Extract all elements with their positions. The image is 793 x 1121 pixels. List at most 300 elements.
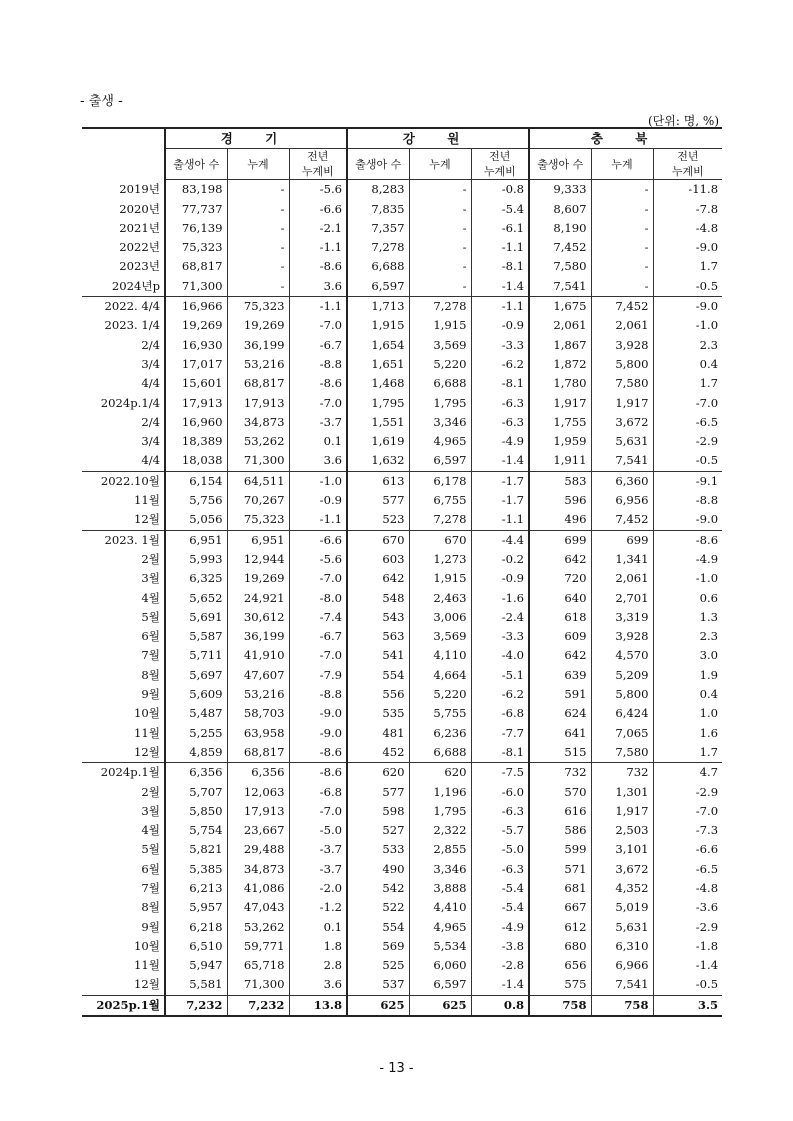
gyeonggi-births: 76,139 — [165, 219, 227, 238]
period-label: 3/4 — [141, 434, 160, 449]
table-body — [82, 180, 722, 1016]
gyeonggi-yoy: 2.8 — [289, 956, 347, 975]
births-table — [82, 127, 722, 1017]
gyeonggi-yoy: 0.1 — [289, 918, 347, 937]
gyeonggi-yoy: -8.6 — [289, 257, 347, 276]
chungbuk-births: 586 — [529, 821, 591, 840]
gangwon-cumulative: 6,688 — [409, 374, 471, 393]
gyeonggi-births: 6,325 — [165, 569, 227, 588]
chungbuk-cumulative: 3,101 — [591, 840, 653, 859]
gangwon-yoy: -2.4 — [471, 608, 529, 627]
chungbuk-cumulative: - — [591, 257, 653, 276]
period-label: 8월 — [141, 667, 160, 682]
gangwon-cumulative: 4,110 — [409, 646, 471, 665]
gangwon-cumulative: - — [409, 180, 471, 200]
chungbuk-yoy: -8.8 — [653, 491, 722, 510]
chungbuk-births: 680 — [529, 937, 591, 956]
chungbuk-yoy: -9.1 — [653, 471, 722, 491]
gyeonggi-births: 5,711 — [165, 646, 227, 665]
gangwon-births: 543 — [347, 608, 409, 627]
gangwon-births: 569 — [347, 937, 409, 956]
gyeonggi-yoy: 3.6 — [289, 451, 347, 471]
gyeonggi-births: 18,038 — [165, 451, 227, 471]
gyeonggi-births: 68,817 — [165, 257, 227, 276]
chungbuk-yoy: -6.5 — [653, 413, 722, 432]
period-label: 7월 — [141, 880, 160, 895]
period-label: 10월 — [134, 938, 160, 953]
chungbuk-yoy: -2.9 — [653, 783, 722, 802]
table-row — [82, 297, 722, 317]
chungbuk-yoy: -1.0 — [653, 316, 722, 335]
chungbuk-cumulative: 5,631 — [591, 918, 653, 937]
gangwon-cumulative: 1,273 — [409, 550, 471, 569]
chungbuk-births: 656 — [529, 956, 591, 975]
gangwon-yoy: -7.5 — [471, 763, 529, 783]
gyeonggi-cumulative: 41,086 — [227, 879, 289, 898]
gyeonggi-cumulative: 12,944 — [227, 550, 289, 569]
chungbuk-births: 575 — [529, 975, 591, 995]
gyeonggi-yoy: -1.2 — [289, 898, 347, 917]
gangwon-yoy: -6.3 — [471, 860, 529, 879]
period-label: 2020년 — [119, 201, 160, 216]
chungbuk-births: 9,333 — [529, 180, 591, 200]
chungbuk-yoy: -4.8 — [653, 879, 722, 898]
chungbuk-births: 596 — [529, 491, 591, 510]
gangwon-cumulative: 2,322 — [409, 821, 471, 840]
gyeonggi-yoy: -1.1 — [289, 238, 347, 257]
period-label: 3월 — [141, 803, 160, 818]
gangwon-yoy: -5.7 — [471, 821, 529, 840]
chungbuk-births: 570 — [529, 783, 591, 802]
gyeonggi-yoy: -0.9 — [289, 491, 347, 510]
gyeonggi-births: 6,510 — [165, 937, 227, 956]
gyeonggi-cumulative: 17,913 — [227, 802, 289, 821]
gangwon-cumulative: 6,236 — [409, 724, 471, 743]
chungbuk-yoy: -6.6 — [653, 840, 722, 859]
gangwon-yoy: -8.1 — [471, 257, 529, 276]
gangwon-cumulative: 4,664 — [409, 666, 471, 685]
gangwon-births: 490 — [347, 860, 409, 879]
gangwon-yoy: -8.1 — [471, 743, 529, 763]
gyeonggi-yoy: -5.0 — [289, 821, 347, 840]
gangwon-cumulative: 1,795 — [409, 802, 471, 821]
gangwon-yoy: -0.8 — [471, 180, 529, 200]
gyeonggi-births: 5,385 — [165, 860, 227, 879]
gyeonggi-yoy: 3.6 — [289, 277, 347, 297]
gangwon-yoy: -4.4 — [471, 530, 529, 550]
yoy-header-line1: 전년 — [307, 150, 329, 164]
table-row — [82, 646, 722, 665]
gangwon-births: 642 — [347, 569, 409, 588]
gyeonggi-yoy: 3.6 — [289, 975, 347, 995]
gyeonggi-cumulative: 36,199 — [227, 627, 289, 646]
table-row — [82, 995, 722, 1016]
chungbuk-yoy: 3.0 — [653, 646, 722, 665]
gyeonggi-cumulative: 41,910 — [227, 646, 289, 665]
gangwon-births: 541 — [347, 646, 409, 665]
region-gangwon: 강 원 — [347, 128, 529, 149]
period-label: 11월 — [134, 958, 160, 973]
chungbuk-births: 515 — [529, 743, 591, 763]
gyeonggi-cumulative: 71,300 — [227, 975, 289, 995]
gangwon-births: 1,468 — [347, 374, 409, 393]
chungbuk-births: 624 — [529, 704, 591, 723]
gyeonggi-cumulative: - — [227, 257, 289, 276]
chungbuk-cumulative: 6,424 — [591, 704, 653, 723]
gyeonggi-births: 19,269 — [165, 316, 227, 335]
gyeonggi-births: 77,737 — [165, 200, 227, 219]
chungbuk-yoy: 1.0 — [653, 704, 722, 723]
chungbuk-cumulative: 4,570 — [591, 646, 653, 665]
gangwon-cumulative: 4,965 — [409, 918, 471, 937]
chungbuk-cumulative: 1,341 — [591, 550, 653, 569]
gangwon-cumulative: 6,688 — [409, 743, 471, 763]
gangwon-cumulative: 3,569 — [409, 336, 471, 355]
gyeonggi-cumulative: 64,511 — [227, 471, 289, 491]
yoy-header — [653, 149, 722, 180]
chungbuk-births: 720 — [529, 569, 591, 588]
gangwon-births: 527 — [347, 821, 409, 840]
gangwon-cumulative: 3,346 — [409, 413, 471, 432]
period-label: 2022.10월 — [82, 471, 165, 491]
gyeonggi-births: 5,691 — [165, 608, 227, 627]
gyeonggi-births: 5,255 — [165, 724, 227, 743]
gangwon-yoy: -6.2 — [471, 685, 529, 704]
gangwon-yoy: -6.3 — [471, 394, 529, 413]
table-row — [82, 704, 722, 723]
gangwon-yoy: -8.1 — [471, 374, 529, 393]
period-label: 2021년 — [119, 220, 160, 235]
table-row — [82, 277, 722, 297]
gyeonggi-cumulative: 53,216 — [227, 355, 289, 374]
chungbuk-births: 591 — [529, 685, 591, 704]
gangwon-births: 603 — [347, 550, 409, 569]
chungbuk-yoy: 2.3 — [653, 627, 722, 646]
chungbuk-yoy: -1.0 — [653, 569, 722, 588]
gangwon-yoy: -0.9 — [471, 569, 529, 588]
gangwon-births: 556 — [347, 685, 409, 704]
region-header-row — [82, 128, 722, 149]
gangwon-yoy: -1.4 — [471, 277, 529, 297]
gangwon-yoy: 0.8 — [471, 995, 529, 1016]
period-label: 5월 — [141, 842, 160, 857]
region-chungbuk: 충 북 — [529, 128, 722, 149]
chungbuk-births: 758 — [529, 995, 591, 1016]
sub-header-row — [82, 149, 722, 180]
gangwon-births: 7,835 — [347, 200, 409, 219]
chungbuk-yoy: 3.5 — [653, 995, 722, 1016]
period-label: 12월 — [134, 744, 160, 759]
period-label: 8월 — [141, 900, 160, 915]
table-row — [82, 530, 722, 550]
table-row — [82, 802, 722, 821]
yoy-header-line2: 누계비 — [483, 165, 516, 179]
gyeonggi-cumulative: 12,063 — [227, 783, 289, 802]
period-label: 4월 — [141, 823, 160, 838]
chungbuk-cumulative: 7,580 — [591, 743, 653, 763]
chungbuk-yoy: -9.0 — [653, 297, 722, 317]
gyeonggi-yoy: -6.7 — [289, 627, 347, 646]
chungbuk-births: 571 — [529, 860, 591, 879]
chungbuk-cumulative: 5,631 — [591, 432, 653, 451]
gyeonggi-yoy: -8.6 — [289, 763, 347, 783]
table-row — [82, 724, 722, 743]
section-title: - 출생 - — [80, 94, 123, 109]
gangwon-yoy: -0.2 — [471, 550, 529, 569]
chungbuk-births: 681 — [529, 879, 591, 898]
gangwon-births: 554 — [347, 666, 409, 685]
gyeonggi-cumulative: 17,913 — [227, 394, 289, 413]
gangwon-yoy: -6.2 — [471, 355, 529, 374]
gyeonggi-yoy: -6.6 — [289, 200, 347, 219]
table-row — [82, 491, 722, 510]
cumulative-header: 누계 — [591, 149, 653, 180]
chungbuk-yoy: 4.7 — [653, 763, 722, 783]
gyeonggi-yoy: -7.0 — [289, 316, 347, 335]
gyeonggi-births: 6,218 — [165, 918, 227, 937]
chungbuk-births: 7,580 — [529, 257, 591, 276]
chungbuk-births: 641 — [529, 724, 591, 743]
chungbuk-births: 1,867 — [529, 336, 591, 355]
table-row — [82, 975, 722, 995]
gyeonggi-yoy: -6.8 — [289, 783, 347, 802]
gyeonggi-cumulative: 71,300 — [227, 451, 289, 471]
gangwon-births: 620 — [347, 763, 409, 783]
chungbuk-births: 618 — [529, 608, 591, 627]
unit-label: (단위: 명, %) — [647, 114, 719, 128]
gangwon-yoy: -4.9 — [471, 432, 529, 451]
gyeonggi-cumulative: 63,958 — [227, 724, 289, 743]
table-row — [82, 821, 722, 840]
gyeonggi-births: 18,389 — [165, 432, 227, 451]
gyeonggi-yoy: -9.0 — [289, 704, 347, 723]
chungbuk-yoy: 1.7 — [653, 257, 722, 276]
chungbuk-yoy: -3.6 — [653, 898, 722, 917]
gyeonggi-yoy: -7.0 — [289, 646, 347, 665]
table-row — [82, 374, 722, 393]
chungbuk-births: 1,780 — [529, 374, 591, 393]
gyeonggi-births: 5,947 — [165, 956, 227, 975]
chungbuk-yoy: 0.6 — [653, 589, 722, 608]
period-label: 2024p.1월 — [82, 763, 165, 783]
chungbuk-births: 667 — [529, 898, 591, 917]
gangwon-yoy: -0.9 — [471, 316, 529, 335]
chungbuk-yoy: 2.3 — [653, 336, 722, 355]
region-gyeonggi: 경 기 — [165, 128, 347, 149]
chungbuk-cumulative: 2,061 — [591, 316, 653, 335]
period-label: 2022년 — [119, 240, 160, 255]
period-label: 2022. 4/4 — [82, 297, 165, 317]
gyeonggi-births: 5,993 — [165, 550, 227, 569]
gyeonggi-cumulative: 47,043 — [227, 898, 289, 917]
gangwon-yoy: -1.1 — [471, 238, 529, 257]
period-label: 4월 — [141, 590, 160, 605]
table-row — [82, 413, 722, 432]
period-label: 2025p.1월 — [82, 995, 165, 1016]
gyeonggi-cumulative: 19,269 — [227, 569, 289, 588]
gyeonggi-cumulative: 47,607 — [227, 666, 289, 685]
period-label: 7월 — [141, 648, 160, 663]
gangwon-births: 1,632 — [347, 451, 409, 471]
gyeonggi-cumulative: - — [227, 219, 289, 238]
gangwon-yoy: -3.3 — [471, 627, 529, 646]
gyeonggi-cumulative: 70,267 — [227, 491, 289, 510]
gangwon-births: 1,713 — [347, 297, 409, 317]
gangwon-cumulative: 3,006 — [409, 608, 471, 627]
period-label: 4/4 — [141, 453, 160, 468]
chungbuk-yoy: -0.5 — [653, 277, 722, 297]
table-row — [82, 471, 722, 491]
gangwon-births: 542 — [347, 879, 409, 898]
period-label: 6월 — [141, 861, 160, 876]
chungbuk-yoy: 1.7 — [653, 743, 722, 763]
chungbuk-yoy: 1.7 — [653, 374, 722, 393]
gyeonggi-cumulative: 53,216 — [227, 685, 289, 704]
gangwon-cumulative: 620 — [409, 763, 471, 783]
gyeonggi-yoy: -5.6 — [289, 180, 347, 200]
gangwon-yoy: -6.0 — [471, 783, 529, 802]
chungbuk-cumulative: - — [591, 219, 653, 238]
chungbuk-cumulative: 699 — [591, 530, 653, 550]
table-row — [82, 743, 722, 763]
chungbuk-cumulative: 6,360 — [591, 471, 653, 491]
gyeonggi-yoy: -7.0 — [289, 394, 347, 413]
gangwon-cumulative: - — [409, 277, 471, 297]
gangwon-cumulative: 670 — [409, 530, 471, 550]
gangwon-births: 563 — [347, 627, 409, 646]
gangwon-yoy: -1.7 — [471, 471, 529, 491]
gangwon-cumulative: 2,855 — [409, 840, 471, 859]
gangwon-cumulative: 5,755 — [409, 704, 471, 723]
chungbuk-cumulative: 1,917 — [591, 802, 653, 821]
gangwon-yoy: -1.7 — [471, 491, 529, 510]
chungbuk-births: 609 — [529, 627, 591, 646]
gangwon-births: 598 — [347, 802, 409, 821]
gangwon-births: 481 — [347, 724, 409, 743]
gyeonggi-yoy: -5.6 — [289, 550, 347, 569]
gangwon-cumulative: 1,196 — [409, 783, 471, 802]
gangwon-cumulative: 7,278 — [409, 510, 471, 530]
period-label: 12월 — [134, 512, 160, 527]
chungbuk-births: 612 — [529, 918, 591, 937]
chungbuk-cumulative: 7,065 — [591, 724, 653, 743]
gangwon-yoy: -6.3 — [471, 802, 529, 821]
table-row — [82, 860, 722, 879]
gangwon-cumulative: 2,463 — [409, 589, 471, 608]
gyeonggi-yoy: -8.6 — [289, 743, 347, 763]
gangwon-yoy: -1.6 — [471, 589, 529, 608]
gyeonggi-cumulative: 75,323 — [227, 297, 289, 317]
table-row — [82, 879, 722, 898]
gyeonggi-cumulative: - — [227, 238, 289, 257]
table-row — [82, 432, 722, 451]
gyeonggi-yoy: 1.8 — [289, 937, 347, 956]
gyeonggi-cumulative: 6,356 — [227, 763, 289, 783]
gangwon-births: 613 — [347, 471, 409, 491]
chungbuk-cumulative: 5,800 — [591, 685, 653, 704]
chungbuk-yoy: -9.0 — [653, 510, 722, 530]
chungbuk-births: 496 — [529, 510, 591, 530]
period-label: 3/4 — [141, 356, 160, 371]
period-label: 4/4 — [141, 376, 160, 391]
chungbuk-yoy: -7.0 — [653, 802, 722, 821]
period-label: 5월 — [141, 609, 160, 624]
gangwon-cumulative: 6,597 — [409, 451, 471, 471]
births-header: 출생아 수 — [347, 149, 409, 180]
page-number: - 13 - — [379, 1061, 414, 1076]
gyeonggi-yoy: -1.1 — [289, 297, 347, 317]
table-row — [82, 257, 722, 276]
gyeonggi-yoy: -8.8 — [289, 355, 347, 374]
chungbuk-births: 1,959 — [529, 432, 591, 451]
gyeonggi-cumulative: - — [227, 277, 289, 297]
gangwon-yoy: -5.4 — [471, 898, 529, 917]
chungbuk-yoy: -9.0 — [653, 238, 722, 257]
gyeonggi-births: 71,300 — [165, 277, 227, 297]
gangwon-cumulative: - — [409, 200, 471, 219]
chungbuk-cumulative: - — [591, 180, 653, 200]
gangwon-births: 6,688 — [347, 257, 409, 276]
gyeonggi-cumulative: 59,771 — [227, 937, 289, 956]
gangwon-cumulative: 6,060 — [409, 956, 471, 975]
table-row — [82, 336, 722, 355]
chungbuk-cumulative: 3,672 — [591, 413, 653, 432]
gyeonggi-yoy: -3.7 — [289, 413, 347, 432]
chungbuk-yoy: -8.6 — [653, 530, 722, 550]
gyeonggi-cumulative: 19,269 — [227, 316, 289, 335]
gyeonggi-yoy: -6.7 — [289, 336, 347, 355]
births-header: 출생아 수 — [165, 149, 227, 180]
chungbuk-cumulative: 6,310 — [591, 937, 653, 956]
chungbuk-yoy: -6.5 — [653, 860, 722, 879]
gangwon-births: 1,619 — [347, 432, 409, 451]
gangwon-yoy: -5.4 — [471, 200, 529, 219]
gyeonggi-births: 6,951 — [165, 530, 227, 550]
period-label: 2023. 1/4 — [104, 318, 160, 333]
gyeonggi-births: 7,232 — [165, 995, 227, 1016]
gangwon-cumulative: 1,915 — [409, 316, 471, 335]
gangwon-cumulative: 6,755 — [409, 491, 471, 510]
table-row — [82, 238, 722, 257]
gyeonggi-births: 5,487 — [165, 704, 227, 723]
chungbuk-yoy: 0.4 — [653, 685, 722, 704]
gangwon-yoy: -3.8 — [471, 937, 529, 956]
gyeonggi-yoy: -3.7 — [289, 860, 347, 879]
gangwon-births: 523 — [347, 510, 409, 530]
gyeonggi-births: 6,356 — [165, 763, 227, 783]
chungbuk-cumulative: 6,966 — [591, 956, 653, 975]
gangwon-yoy: -5.4 — [471, 879, 529, 898]
yoy-header-line1: 전년 — [677, 150, 699, 164]
table-row — [82, 956, 722, 975]
chungbuk-births: 699 — [529, 530, 591, 550]
gangwon-births: 1,795 — [347, 394, 409, 413]
chungbuk-yoy: -1.4 — [653, 956, 722, 975]
table-row — [82, 180, 722, 200]
gangwon-births: 554 — [347, 918, 409, 937]
gangwon-cumulative: 5,220 — [409, 355, 471, 374]
gangwon-cumulative: 3,569 — [409, 627, 471, 646]
gyeonggi-yoy: -8.6 — [289, 374, 347, 393]
gyeonggi-births: 5,581 — [165, 975, 227, 995]
gyeonggi-yoy: -2.0 — [289, 879, 347, 898]
table-row — [82, 589, 722, 608]
period-label: 10월 — [134, 706, 160, 721]
period-label: 3월 — [141, 571, 160, 586]
chungbuk-cumulative: 7,541 — [591, 975, 653, 995]
table-row — [82, 510, 722, 530]
cumulative-header: 누계 — [227, 149, 289, 180]
